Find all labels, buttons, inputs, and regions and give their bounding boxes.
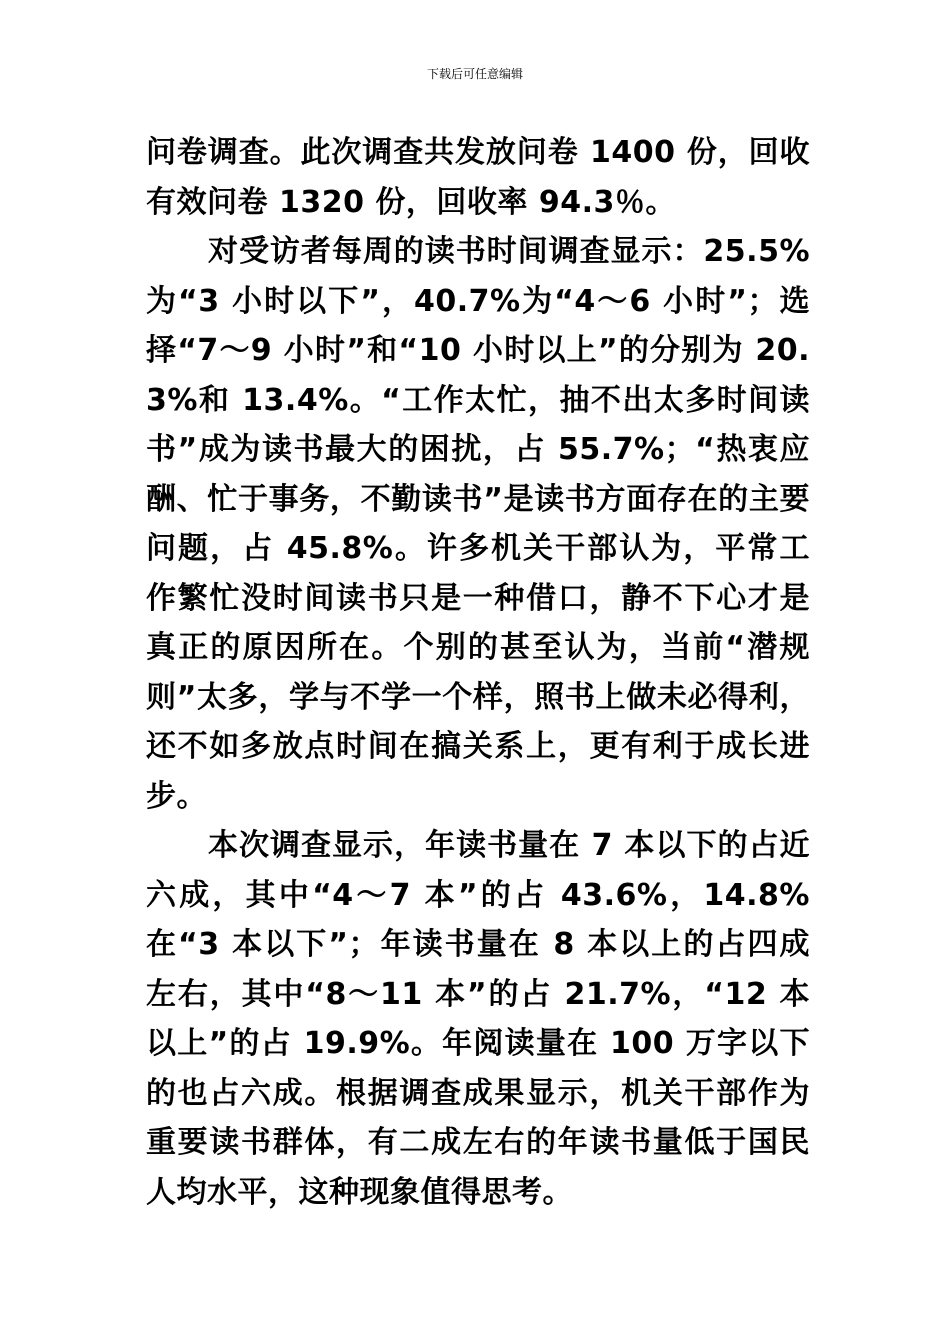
paragraph-reading-volume: 本次调查显示，年读书量在 7 本以下的占近六成，其中“4～7 本”的占 43.6%，14.8%在“3 本以下”；年读书量在 8 本以上的占四成左右，其中“8～11 本”的占 21.7%，“12 本以上”的占 19.9%。年阅读量在 100 万字以下的也占六成。根据调查成果显示，机关干部作为重要读书群体，有二成左右的年读书量低于国民人均水平，这种现象值得思考。 xyxy=(146,828,810,1210)
document-body xyxy=(146,128,810,1217)
paragraph-survey-intro: 问卷调查。此次调查共发放问卷 1400 份，回收有效问卷 1320 份，回收率 94.3％。 xyxy=(146,135,810,220)
paragraph-reading-time: 对受访者每周的读书时间调查显示：25.5%为“3 小时以下”，40.7%为“4～6 小时”；选择“7～9 小时”和“10 小时以上”的分别为 20.3%和 13.4%。“工作太忙，抽不出太多时间读书”成为读书最大的困扰，占 55.7%；“热衷应酬、忙于事务，不勤读书”是读书方面存在的主要问题，占 45.8%。许多机关干部认为，平常工作繁忙没时间读书只是一种借口，静不下心才是真正的原因所在。个别的甚至认为，当前“潜规则”太多，学与不学一个样，照书上做未必得利，还不如多放点时间在搞关系上，更有利于成长进步。 xyxy=(146,234,810,814)
page-header: 下载后可任意编辑 xyxy=(426,67,523,81)
